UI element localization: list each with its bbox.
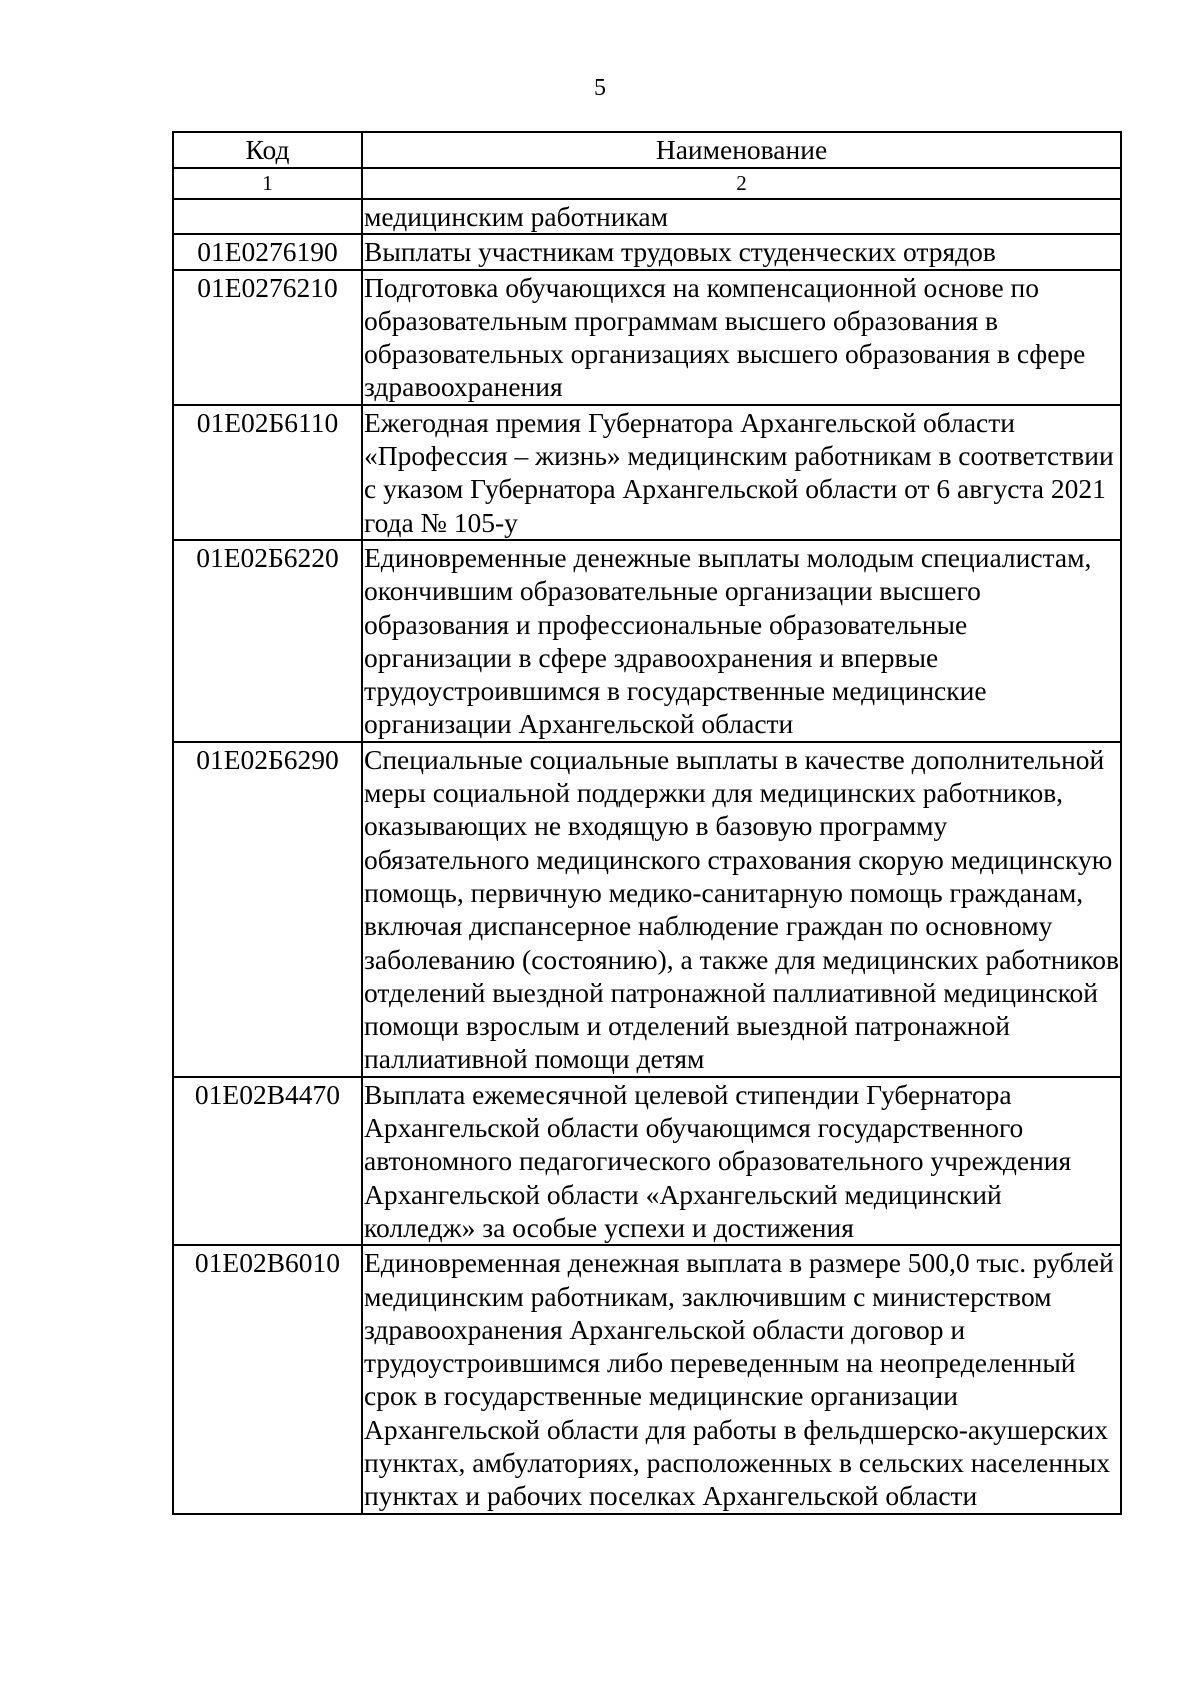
row-code bbox=[173, 199, 362, 234]
row-code: 01Е02Б6110 bbox=[173, 405, 362, 540]
column-number-2: 2 bbox=[362, 168, 1121, 199]
row-name: Выплаты участникам трудовых студенческих отрядов bbox=[362, 234, 1121, 269]
table-header-row bbox=[173, 132, 1121, 168]
page-number: 5 bbox=[594, 75, 606, 101]
row-name: Выплата ежемесячной целевой стипендии Губернатора Архангельской области обучающимся государственного автономного педагогического образовательного учреждения Архангельской области «Архангельский медицинский колледж» за особые успехи и достижения bbox=[362, 1077, 1121, 1245]
table-row bbox=[173, 270, 1121, 405]
table-row bbox=[173, 234, 1121, 269]
row-name: Подготовка обучающихся на компенсационной основе по образовательным программам высшего образования в образовательных организациях высшего образования в сфере здравоохранения bbox=[362, 270, 1121, 405]
table-row bbox=[173, 742, 1121, 1077]
table-row bbox=[173, 540, 1121, 742]
row-name: медицинским работникам bbox=[362, 199, 1121, 234]
table-row bbox=[173, 1077, 1121, 1245]
row-code: 01Е0276190 bbox=[173, 234, 362, 269]
budget-codes-table bbox=[172, 131, 1122, 1515]
column-number-1: 1 bbox=[173, 168, 362, 199]
row-code: 01Е02В4470 bbox=[173, 1077, 362, 1245]
row-name: Единовременная денежная выплата в размере 500,0 тыс. рублей медицинским работникам, заключившим с министерством здравоохранения Архангельской области договор и трудоустроившимся либо переведенным на неопределенный срок в государственные медицинские организации Архангельской области для работы в фельдшерско-акушерских пунктах, амбулаториях, расположенных в сельских населенных пунктах и рабочих поселках Архангельской области bbox=[362, 1245, 1121, 1513]
row-name: Специальные социальные выплаты в качестве дополнительной меры социальной поддержки для медицинских работников, оказывающих не входящую в базовую программу обязательного медицинского страхования скорую медицинскую помощь, первичную медико-санитарную помощь гражданам, включая диспансерное наблюдение граждан по основному заболеванию (состоянию), а также для медицинских работников отделений выездной патронажной паллиативной медицинской помощи взрослым и отделений выездной патронажной паллиативной помощи детям bbox=[362, 742, 1121, 1077]
row-code: 01Е02Б6290 bbox=[173, 742, 362, 1077]
table-row bbox=[173, 1245, 1121, 1513]
table-row bbox=[173, 405, 1121, 540]
row-code: 01Е02В6010 bbox=[173, 1245, 362, 1513]
row-name: Единовременные денежные выплаты молодым специалистам, окончившим образовательные организации высшего образования и профессиональные образовательные организации в сфере здравоохранения и впервые трудоустроившимся в государственные медицинские организации Архангельской области bbox=[362, 540, 1121, 742]
header-name: Наименование bbox=[362, 132, 1121, 168]
table-row bbox=[173, 199, 1121, 234]
row-name: Ежегодная премия Губернатора Архангельской области «Профессия – жизнь» медицинским работникам в соответствии с указом Губернатора Архангельской области от 6 августа 2021 года № 105-у bbox=[362, 405, 1121, 540]
row-code: 01Е0276210 bbox=[173, 270, 362, 405]
header-code: Код bbox=[173, 132, 362, 168]
row-code: 01Е02Б6220 bbox=[173, 540, 362, 742]
column-number-row bbox=[173, 168, 1121, 199]
